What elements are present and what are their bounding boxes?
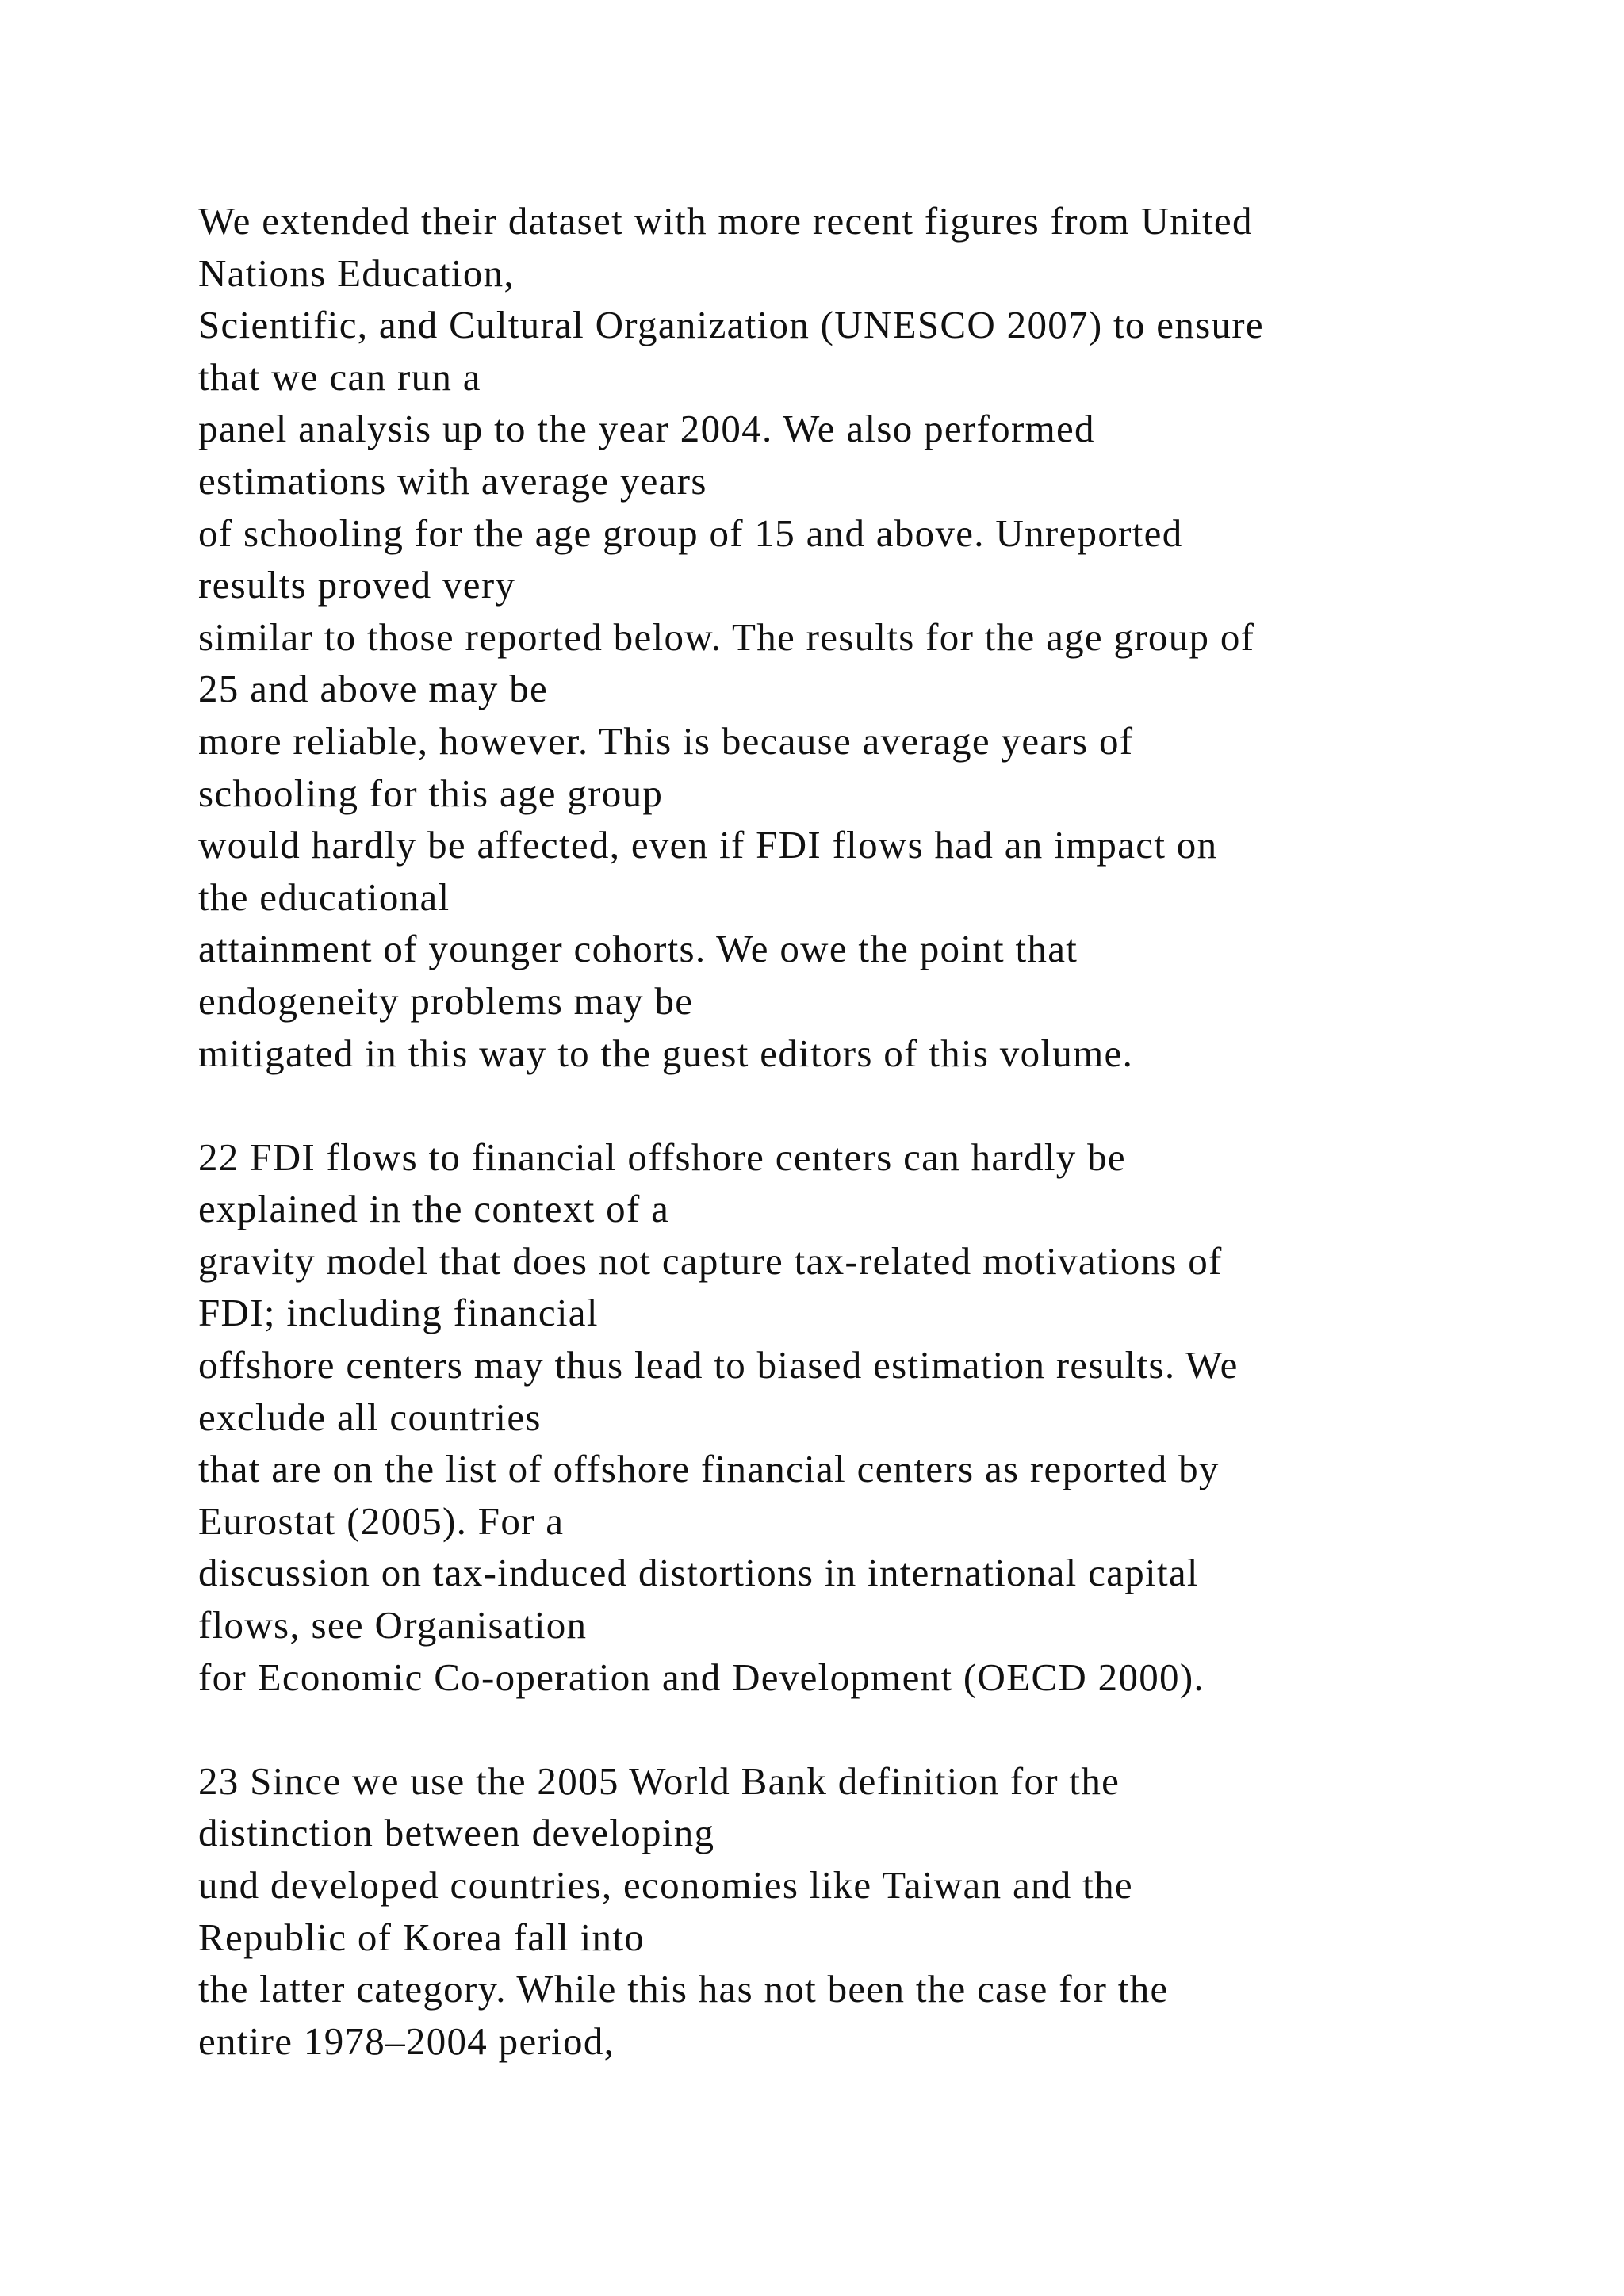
text-line: Nations Education, (198, 251, 515, 295)
text-line: that are on the list of offshore financial centers as reported by (198, 1447, 1220, 1491)
text-line: of schooling for the age group of 15 and above. Unreported (198, 511, 1183, 555)
text-line: exclude all countries (198, 1395, 542, 1439)
text-line: FDI; including financial (198, 1291, 599, 1335)
text-line: Eurostat (2005). For a (198, 1498, 565, 1543)
text-line: would hardly be affected, even if FDI flows had an impact on (198, 823, 1218, 867)
text-line: the educational (198, 874, 450, 919)
text-line: endogeneity problems may be (198, 978, 694, 1023)
text-line: for Economic Co-operation and Development (OECD 2000). (198, 1655, 1205, 1699)
text-line: 25 and above may be (198, 667, 549, 711)
text-line: the latter category. While this has not been the case for the (198, 1967, 1169, 2011)
text-line: 23 Since we use the 2005 World Bank definition for the (198, 1758, 1120, 1803)
text-line: that we can run a (198, 354, 481, 399)
text-line: mitigated in this way to the guest editors of this volume. (198, 1031, 1134, 1075)
text-line: explained in the context of a (198, 1187, 670, 1231)
text-line: entire 1978–2004 period, (198, 2019, 615, 2063)
text-line: results proved very (198, 563, 516, 607)
text-line: panel analysis up to the year 2004. We also performed (198, 407, 1095, 451)
text-line: gravity model that does not capture tax-related motivations of (198, 1238, 1223, 1283)
footnote-22 (198, 1131, 1546, 1704)
paragraph-dataset-note (198, 195, 1546, 1079)
text-line: We extended their dataset with more recent figures from United (198, 199, 1253, 243)
text-line: Republic of Korea fall into (198, 1915, 645, 1959)
text-line: distinction between developing (198, 1811, 715, 1855)
text-line: Scientific, and Cultural Organization (UNESCO 2007) to ensure (198, 303, 1264, 347)
text-line: schooling for this age group (198, 771, 664, 815)
text-line: 22 FDI flows to financial offshore centers can hardly be (198, 1135, 1126, 1179)
text-line: similar to those reported below. The results for the age group of (198, 614, 1255, 659)
text-line: und developed countries, economies like Taiwan and the (198, 1863, 1133, 1907)
footnote-23 (198, 1755, 1546, 2068)
body-text (198, 195, 1546, 2119)
text-line: more reliable, however. This is because average years of (198, 718, 1134, 763)
text-line: discussion on tax-induced distortions in international capital (198, 1551, 1199, 1595)
text-line: attainment of younger cohorts. We owe the point that (198, 927, 1078, 971)
text-line: offshore centers may thus lead to biased estimation results. We (198, 1343, 1239, 1387)
text-line: estimations with average years (198, 458, 707, 503)
text-line: flows, see Organisation (198, 1603, 588, 1647)
